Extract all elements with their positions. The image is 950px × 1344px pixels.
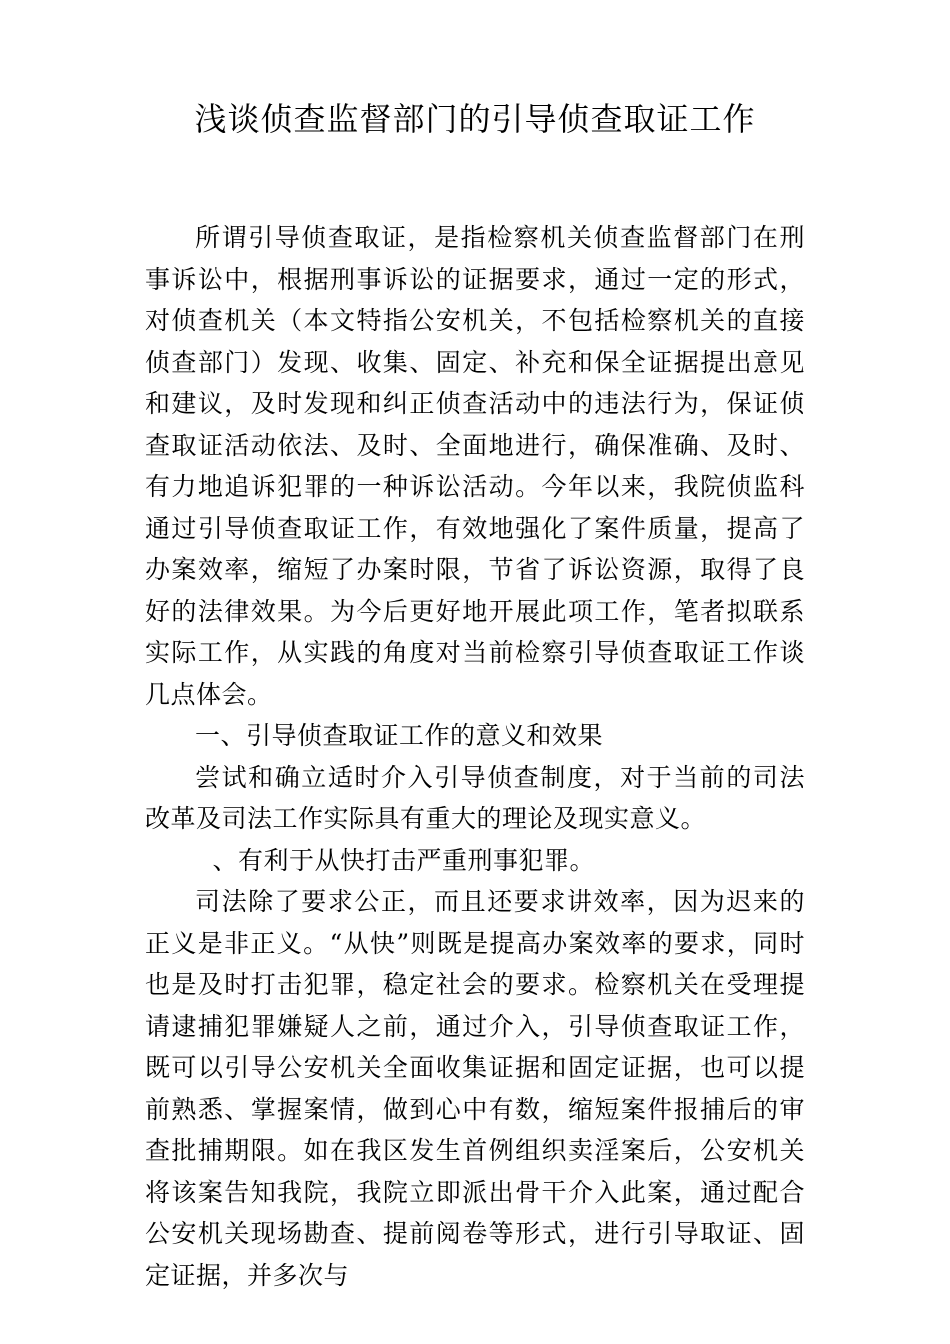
body-paragraph: 尝试和确立适时介入引导侦查制度，对于当前的司法改革及司法工作实际具有重大的理论及现实意义。 [145,762,805,833]
document-body [145,217,805,1296]
intro-paragraph: 所谓引导侦查取证，是指检察机关侦查监督部门在刑事诉讼中，根据刑事诉讼的证据要求，通过一定的形式，对侦查机关（本文特指公安机关，不包括检察机关的直接侦查部门）发现、收集、固定、补充和保全证据提出意见和建议，及时发现和纠正侦查活动中的违法行为，保证侦查取证活动依法、及时、全面地进行，确保准确、及时、有力地追诉犯罪的一种诉讼活动。今年以来，我院侦监科通过引导侦查取证工作，有效地强化了案件质量，提高了办案效率，缩短了办案时限，节省了诉讼资源，取得了良好的法律效果。为今后更好地开展此项工作，笔者拟联系实际工作，从实践的角度对当前检察引导侦查取证工作谈几点体会。 [145,223,805,709]
document-title: 浅谈侦查监督部门的引导侦查取证工作 [194,100,756,138]
section-heading: 一、引导侦查取证工作的意义和效果 [195,721,604,750]
subsection-heading: 、有利于从快打击严重刑事犯罪。 [212,845,596,875]
body-paragraph: 司法除了要求公正，而且还要求讲效率，因为迟来的正义是非正义。“从快”则既是提高办案效率的要求，同时也是及时打击犯罪，稳定社会的要求。检察机关在受理提请逮捕犯罪嫌疑人之前，通过介入，引导侦查取证工作，既可以引导公安机关全面收集证据和固定证据，也可以提前熟悉、掌握案情，做到心中有数，缩短案件报捕后的审查批捕期限。如在我区发生首例组织卖淫案后，公安机关将该案告知我院，我院立即派出骨干介入此案，通过配合公安机关现场勘查、提前阅卷等形式，进行引导取证、固定证据，并多次与 [145,887,805,1290]
